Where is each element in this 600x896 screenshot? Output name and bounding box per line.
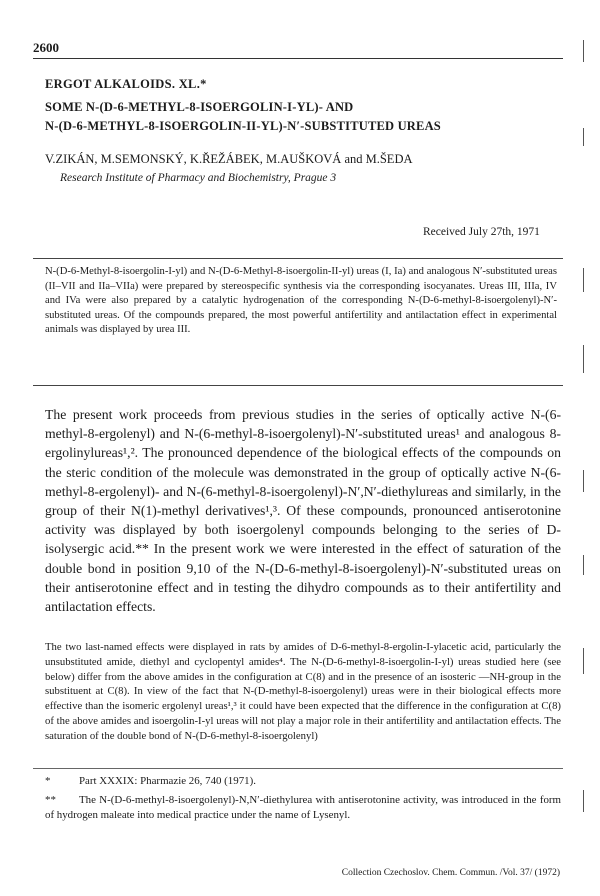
body-paragraph-1: The present work proceeds from previous studies in the series of optically active N-(6-methyl-8-ergolenyl) and N-(6-methyl-8-isoergolenyl)-N′-substituted ureas¹ and analogous 8-ergolinylureas¹,². The pronounced dependence of the biological effects of the compounds on the steric condition of the molecule was demonstrated in the group of optically active N-(6-methyl-8-ergolenyl)- and N-(6-methyl-8-isoergolenyl)-N′,N′-diethylureas and similarly, in the group of their N(1)-methyl derivatives¹,³. Of these compounds, pronounced antiserotonine activity was displayed by both isoergolenyl compounds belonging to the series of D-isolysergic acid.** In the present work we were interested in the effect of saturation of the double bond in position 9,10 of the N-(D-6-methyl-8-isoergolenyl)-N′-substituted ureas on their antiserotonine effect and in testing the dihydro compounds as to their antifertility and antilactation effects. xyxy=(45,407,561,615)
footnote-2-mark: ** xyxy=(45,794,56,806)
margin-mark xyxy=(583,345,584,373)
margin-mark xyxy=(583,40,584,62)
body-paragraph-2: The two last-named effects were displayed in rats by amides of D-6-methyl-8-ergolin-I-ylacetic acid, particularly the unsubstituted amide, diethyl and cyclopentyl amides⁴. The N-(D-6-methyl-8-isoergolin-I-yl) ureas studied here (see below) differ from the above amides in the configuration at C(8) and in the presence of an isosteric —NH-group in the substituent at C(8). In view of the fact that N-(D-methyl-8-isoergolenyl) ureas were in their biological effects more effective than the isomeric ergolenyl ureas¹,³ it could have been expected that the difference in the configuration at C(8) of the above amides and isoergolin-I-yl ureas will not play a major role in their antifertility and antilactation effects. The saturation of the double bond of N-(D-6-methyl-8-isoergolenyl) xyxy=(45,641,561,742)
page-number: 2600 xyxy=(33,40,59,55)
header-rule xyxy=(33,58,563,59)
article-title xyxy=(45,98,565,136)
margin-mark xyxy=(583,555,584,575)
title-line-2: N-(D-6-METHYL-8-ISOERGOLIN-II-YL)-N′-SUBSTITUTED UREAS xyxy=(45,119,441,133)
footnote-rule xyxy=(33,768,563,769)
affiliation: Research Institute of Pharmacy and Biochemistry, Prague 3 xyxy=(60,172,337,184)
margin-mark xyxy=(583,790,584,812)
abstract-bottom-rule xyxy=(33,385,563,386)
authors: V.ZIKÁN, M.SEMONSKÝ, K.ŘEŽÁBEK, M.AUŠKOVÁ and M.ŠEDA xyxy=(45,152,413,166)
margin-mark xyxy=(583,128,584,146)
margin-mark xyxy=(583,470,584,492)
abstract-top-rule xyxy=(33,258,563,259)
margin-mark xyxy=(583,648,584,674)
footnote-1-text: Part XXXIX: Pharmazie 26, 740 (1971). xyxy=(79,775,256,787)
footnote-1 xyxy=(45,774,561,789)
journal-footer: Collection Czechoslov. Chem. Commun. /Vol. 37/ (1972) xyxy=(341,868,560,878)
abstract: N-(D-6-Methyl-8-isoergolin-I-yl) and N-(D-6-Methyl-8-isoergolin-II-yl) ureas (I, Ia) and analogous N′-substituted ureas (II–VII and IIa–VIIa) were prepared by stereospecific synthesis via the corresponding isocyanates. Ureas III, IIIa, IV and IVa were also prepared by a catalytic hydrogenation of the corresponding N-(D-6-methyl-8-isoergolenyl)-N′-substituted ureas. Of the compounds prepared, the most powerful antifertility and antilactation effect in experimental animals was displayed by urea III. xyxy=(45,266,557,336)
received-date: Received July 27th, 1971 xyxy=(423,226,540,238)
series-title: ERGOT ALKALOIDS. XL.* xyxy=(45,77,207,91)
footnote-2 xyxy=(45,793,561,823)
footnote-2-text: The N-(D-6-methyl-8-isoergolenyl)-N,N′-diethylurea with antiserotonine activity, was introduced in the form of hydrogen maleate into medical practice under the name of Lysenyl. xyxy=(45,794,561,821)
margin-mark xyxy=(583,268,584,292)
title-line-1: SOME N-(D-6-METHYL-8-ISOERGOLIN-I-YL)- AND xyxy=(45,100,354,114)
footnote-1-mark: * xyxy=(45,775,51,787)
